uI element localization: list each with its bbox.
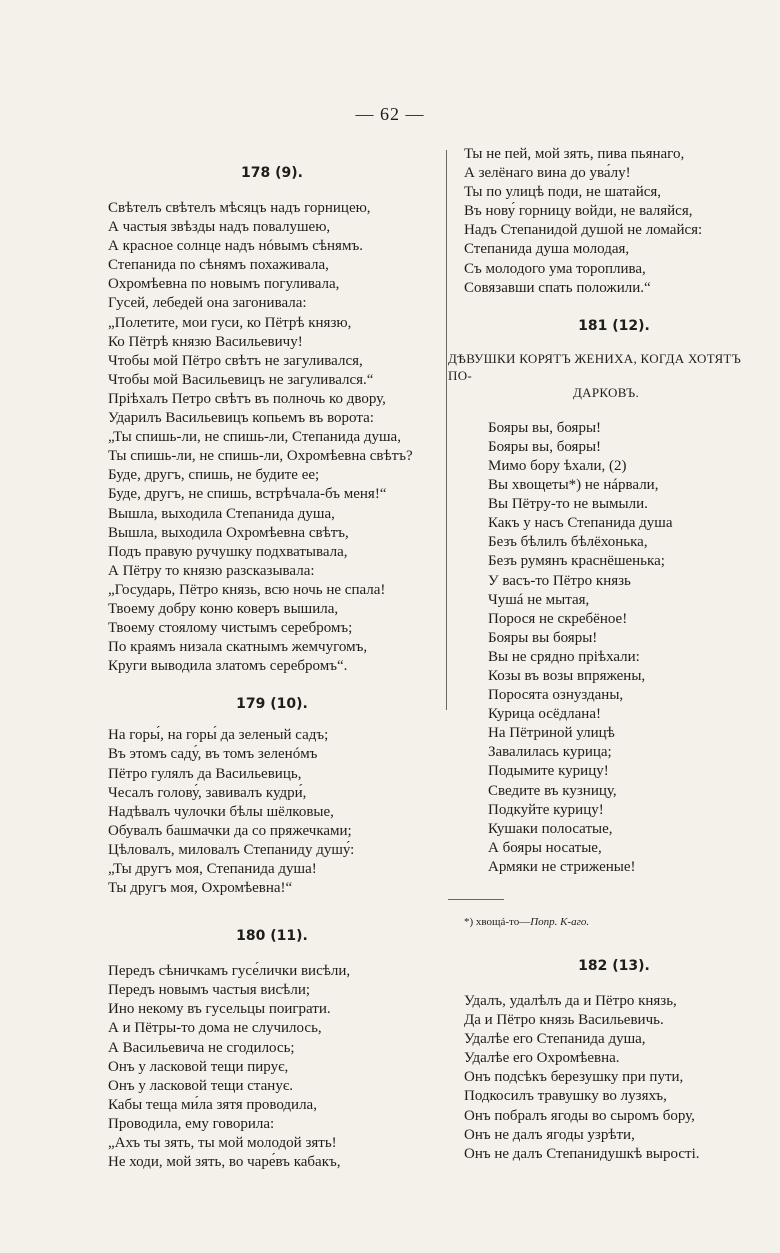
- song-body-182: [464, 992, 764, 1164]
- verse-line: Армяки не стриженые!: [488, 858, 636, 875]
- verse-line: Бояры вы, бояры!: [488, 419, 602, 436]
- footnote-rule: [448, 899, 504, 900]
- verse-line: Кушаки полосатые,: [488, 820, 613, 837]
- verse-line: Пріѣхалъ Петро свѣтъ въ полночь ко двору,: [108, 390, 386, 407]
- footnote: *) хвощá-то—Попр. К-аго.: [464, 916, 590, 928]
- verse-line: Онъ не далъ Степанидушкѣ выростi.: [464, 1145, 700, 1162]
- song-body-178: [108, 199, 436, 676]
- verse-line: Надѣвалъ чулочки бѣлы шёлковые,: [108, 803, 334, 820]
- verse-line: А Пётру то князю разсказывала:: [108, 562, 315, 579]
- verse-line: Онъ у ласковой тещи пирує,: [108, 1058, 289, 1075]
- verse-line: Не ходи, мой зять, во чаре́въ кабакъ,: [108, 1154, 341, 1171]
- verse-line: Ты другъ моя, Охромѣевна!“: [108, 880, 293, 897]
- verse-line: „Ты спишь-ли, не спишь-ли, Степанида душа,: [108, 429, 401, 446]
- column-divider: [446, 150, 447, 710]
- verse-line: Какъ у насъ Степанида душа: [488, 515, 673, 532]
- verse-line: Степанида по сѣнямъ похаживала,: [108, 257, 329, 274]
- verse-line: На Пётриной улицѣ: [488, 725, 615, 742]
- verse-line: Чтобы мой Пётро свѣтъ не загуливался,: [108, 352, 363, 369]
- song-body-180: [108, 962, 436, 1172]
- verse-line: Цѣловалъ, миловалъ Степаниду душу́:: [108, 841, 355, 858]
- verse-line: А Васильевича не сгодилось;: [108, 1039, 295, 1056]
- verse-line: Вы не срядно пріѣхали:: [488, 648, 640, 665]
- verse-line: А и Пётры-то дома не случилось,: [108, 1020, 322, 1037]
- verse-line: На горы́, на горы́ да зеленый садъ;: [108, 727, 329, 744]
- verse-line: Безъ румянъ краснёшенька;: [488, 553, 665, 570]
- song-title-180: 180 (11).: [236, 928, 308, 945]
- verse-line: Онъ подсѣкъ березушку при пути,: [464, 1069, 684, 1086]
- verse-line: Завалилась курица;: [488, 744, 612, 761]
- verse-line: Гусей, лебедей она загонивала:: [108, 295, 307, 312]
- verse-line: Сведите въ кузницу,: [488, 782, 617, 799]
- verse-line: Свѣтелъ свѣтелъ мѣсяцъ надъ горницею,: [108, 200, 371, 216]
- verse-line: Передъ сѣничкамъ гусе́лички висѣли,: [108, 963, 351, 980]
- verse-line: Ударилъ Васильевицъ копьемъ въ ворота:: [108, 410, 374, 427]
- verse-line: Вышла, выходила Охромѣевна свѣтъ,: [108, 524, 349, 541]
- verse-line: Кабы теща ми́ла зятя проводила,: [108, 1096, 317, 1113]
- verse-line: Да и Пётро князь Васильевичь.: [464, 1012, 664, 1029]
- verse-line: Съ молодого ума тороплива,: [464, 260, 646, 277]
- verse-line: Проводила, ему говорила:: [108, 1115, 275, 1132]
- verse-line: А частыя звѣзды надъ повалушею,: [108, 219, 331, 236]
- left-column: [108, 145, 436, 1172]
- verse-line: Подъ правую ручушку подхватывала,: [108, 543, 348, 560]
- verse-line: Въ нову́ горницу войди, не валяйся,: [464, 203, 693, 220]
- song-title-181: 181 (12).: [578, 317, 650, 334]
- verse-line: Ино некому въ гусельцы поиграти.: [108, 1001, 331, 1018]
- verse-line: Вы Пётру-то не вымыли.: [488, 496, 648, 513]
- verse-line: Онъ побралъ ягоды во сыромъ бору,: [464, 1107, 695, 1124]
- song-title-182: 182 (13).: [578, 958, 650, 974]
- verse-line: А красное солнце надъ нóвымъ сѣнямъ.: [108, 238, 363, 255]
- verse-line: Бояры вы, бояры!: [488, 438, 602, 455]
- verse-line: Подкуйте курицу!: [488, 801, 604, 818]
- verse-line: Удалѣе его Степанида душа,: [464, 1031, 646, 1048]
- verse-line: Вы хвощеты*) не нáрвали,: [488, 477, 659, 494]
- verse-line: Вышла, выходила Степанида душа,: [108, 505, 335, 522]
- song-body-181: [488, 419, 764, 877]
- verse-line: „Полетите, мои гуси, ко Пётрѣ князю,: [108, 314, 352, 331]
- verse-line: „Ты другъ моя, Степанида душа!: [108, 861, 317, 877]
- verse-line: Надъ Степанидой душой не ломайся:: [464, 222, 703, 239]
- verse-line: Подымите курицу!: [488, 763, 609, 780]
- verse-line: Онъ у ласковой тещи станує.: [108, 1077, 294, 1094]
- verse-line: А зелёнаго вина до ува́лу!: [464, 165, 631, 182]
- right-column: [448, 145, 764, 1164]
- verse-line: Въ этомъ саду́, въ томъ зеленóмъ: [108, 746, 318, 763]
- song-body-180-continued: [464, 145, 764, 298]
- verse-line: „Ахъ ты зять, ты мой молодой зять!: [108, 1135, 337, 1152]
- verse-line: Поросята ознузданы,: [488, 687, 624, 704]
- verse-line: А бояры носатые,: [488, 839, 602, 856]
- verse-line: Мимо бору ѣхали, (2): [488, 457, 627, 474]
- verse-line: Порося не скребёное!: [488, 610, 628, 627]
- verse-line: Чушá не мытая,: [488, 591, 590, 608]
- verse-line: Козы въ возы впряжены,: [488, 667, 646, 684]
- verse-line: Твоему стоялому чистымъ серебромъ;: [108, 620, 353, 637]
- verse-line: Буде, другъ, спишь, не будите ее;: [108, 467, 320, 484]
- verse-line: Передъ новымъ частыя висѣли;: [108, 982, 311, 999]
- verse-line: Степанида душа молодая,: [464, 241, 630, 258]
- verse-line: Удалѣе его Охромѣевна.: [464, 1050, 620, 1067]
- verse-line: Буде, другъ, не спишь, встрѣчала-бъ меня!“: [108, 486, 387, 503]
- verse-line: Онъ не далъ ягоды узрѣти,: [464, 1126, 635, 1143]
- song-subtitle-181: ДѢВУШКИ КОРЯТЪ ЖЕНИХА, КОГДА ХОТЯТЪ ПО- ДАРКОВЪ.: [448, 350, 742, 400]
- verse-line: Безъ бѣлилъ бѣлёхонька,: [488, 534, 648, 551]
- verse-line: Совязавши спать положили.“: [464, 279, 651, 296]
- verse-line: Бояры вы бояры!: [488, 629, 598, 646]
- verse-line: Ты спишь-ли, не спишь-ли, Охромѣевна свѣтъ?: [108, 448, 413, 465]
- page-number: — 62 —: [355, 104, 425, 124]
- verse-line: Пётро гулялъ да Васильевиць,: [108, 765, 302, 782]
- verse-line: Твоему добру коню коверъ вышила,: [108, 600, 339, 617]
- verse-line: Ко Пётрѣ князю Васильевичу!: [108, 333, 303, 350]
- song-title-179: 179 (10).: [236, 696, 308, 713]
- song-body-179: [108, 726, 436, 898]
- song-title-178: 178 (9).: [241, 165, 303, 181]
- verse-line: Чтобы мой Васильевицъ не загуливался.“: [108, 371, 374, 388]
- verse-line: У васъ-то Пётро князь: [488, 572, 631, 589]
- verse-line: „Государь, Пётро князь, всю ночь не спала!: [108, 581, 386, 598]
- verse-line: Обувалъ башмачки да со пряжечками;: [108, 822, 352, 839]
- verse-line: Ты по улицѣ поди, не шатайся,: [464, 184, 662, 201]
- verse-line: Подкосилъ травушку во лузяхъ,: [464, 1088, 667, 1105]
- verse-line: Удалъ, удалѣлъ да и Пётро князь,: [464, 993, 677, 1009]
- verse-line: Круги выводила златомъ серебромъ“.: [108, 658, 348, 675]
- verse-line: Ты не пей, мой зять, пива пьянаго,: [464, 146, 685, 162]
- verse-line: Курица осёдлана!: [488, 706, 601, 723]
- verse-line: По краямъ низала скатнымъ жемчугомъ,: [108, 639, 368, 656]
- verse-line: Чесалъ голову́, завивалъ кудри́,: [108, 784, 307, 801]
- verse-line: Охромѣевна по новымъ погуливала,: [108, 276, 340, 293]
